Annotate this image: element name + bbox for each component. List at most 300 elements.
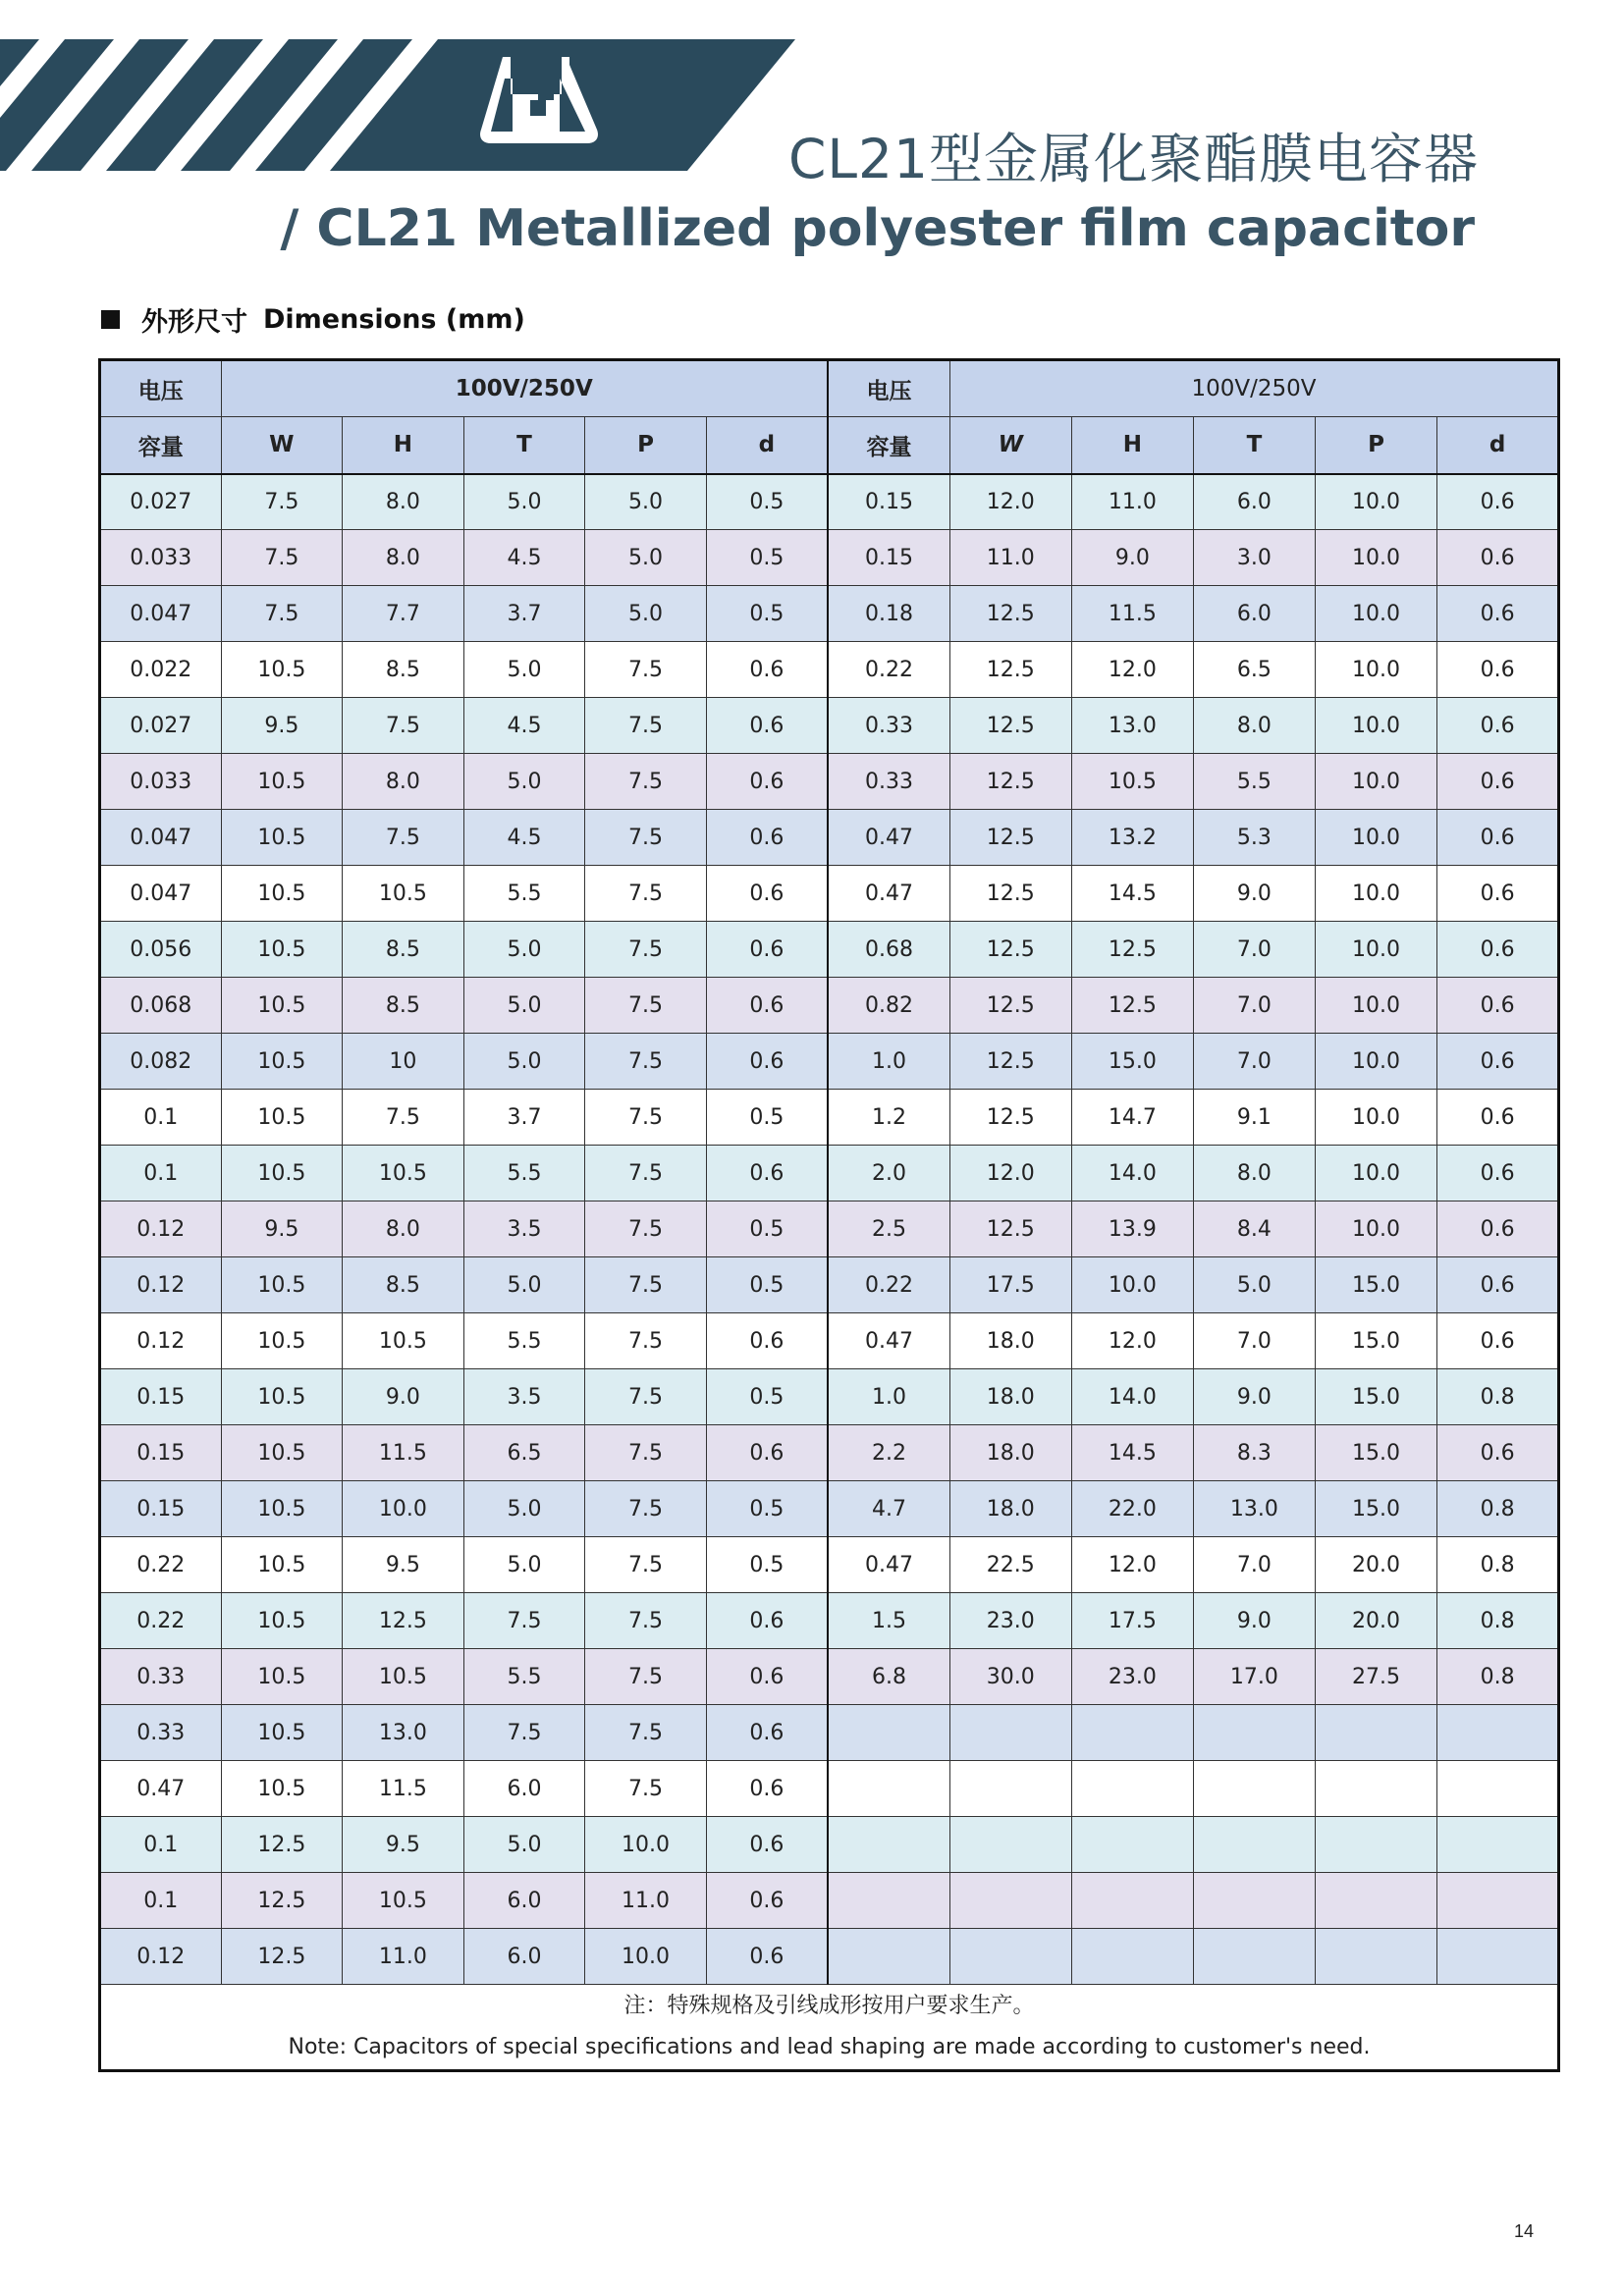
table-cell: 7.5 (585, 1034, 707, 1090)
table-cell (1194, 1873, 1316, 1929)
table-cell: 7.5 (585, 810, 707, 866)
table-row (100, 1425, 1559, 1481)
table-row (100, 1873, 1559, 1929)
table-cell: 7.5 (585, 1201, 707, 1257)
table-row (100, 1146, 1559, 1201)
table-cell: 14.0 (1071, 1369, 1194, 1425)
table-cell: 10.5 (343, 1649, 464, 1705)
col-header-h-right: H (1071, 417, 1194, 474)
table-cell: 0.1 (100, 1873, 222, 1929)
table-cell (950, 1705, 1072, 1761)
table-cell: 0.33 (100, 1705, 222, 1761)
table-cell: 0.12 (100, 1201, 222, 1257)
table-cell: 11.5 (1071, 586, 1194, 642)
col-header-p-right: P (1315, 417, 1437, 474)
table-cell (950, 1873, 1072, 1929)
table-cell: 0.5 (706, 474, 828, 530)
table-cell: 10.5 (221, 978, 343, 1034)
table-cell: 0.8 (1437, 1537, 1559, 1593)
table-cell: 5.5 (463, 866, 585, 922)
table-cell: 10.5 (221, 922, 343, 978)
table-cell: 7.5 (463, 1705, 585, 1761)
table-row (100, 698, 1559, 754)
table-cell (1315, 1817, 1437, 1873)
table-cell: 10.0 (343, 1481, 464, 1537)
table-row (100, 978, 1559, 1034)
table-cell: 22.0 (1071, 1481, 1194, 1537)
table-cell: 0.6 (706, 1313, 828, 1369)
table-cell: 12.5 (950, 586, 1072, 642)
dimensions-table (98, 358, 1560, 2072)
table-cell: 0.68 (828, 922, 950, 978)
table-cell: 3.7 (463, 586, 585, 642)
table-cell: 8.4 (1194, 1201, 1316, 1257)
table-cell: 0.6 (706, 810, 828, 866)
table-row (100, 642, 1559, 698)
table-cell: 3.5 (463, 1201, 585, 1257)
table-cell: 0.33 (100, 1649, 222, 1705)
table-cell: 0.056 (100, 922, 222, 978)
title-english: / CL21 Metallized polyester film capacitor (280, 199, 1475, 258)
table-cell: 0.47 (828, 866, 950, 922)
header-banner (0, 39, 795, 171)
table-cell: 18.0 (950, 1425, 1072, 1481)
table-row (100, 754, 1559, 810)
table-cell: 9.5 (343, 1537, 464, 1593)
table-cell: 12.0 (1071, 1313, 1194, 1369)
table-cell: 7.5 (585, 1313, 707, 1369)
table-cell: 12.5 (950, 1201, 1072, 1257)
table-cell: 0.8 (1437, 1369, 1559, 1425)
table-cell: 10.5 (221, 1369, 343, 1425)
table-cell: 12.5 (950, 1090, 1072, 1146)
table-cell (1437, 1761, 1559, 1817)
table-cell: 0.068 (100, 978, 222, 1034)
table-cell: 0.15 (828, 474, 950, 530)
table-cell: 0.6 (706, 1034, 828, 1090)
table-cell (1194, 1817, 1316, 1873)
table-cell: 7.5 (585, 1705, 707, 1761)
table-cell: 0.6 (1437, 698, 1559, 754)
table-row (100, 1369, 1559, 1425)
title-chinese: CL21型金属化聚酯膜电容器 (787, 128, 1479, 190)
capacity-label-right: 容量 (828, 417, 950, 474)
table-cell: 10.0 (1315, 810, 1437, 866)
table-cell: 12.5 (950, 642, 1072, 698)
table-cell: 0.6 (706, 922, 828, 978)
table-cell: 6.0 (1194, 474, 1316, 530)
table-cell: 5.5 (1194, 754, 1316, 810)
table-cell: 9.5 (343, 1817, 464, 1873)
table-cell: 7.5 (585, 1649, 707, 1705)
table-cell: 7.5 (343, 810, 464, 866)
table-cell: 0.5 (706, 1090, 828, 1146)
table-row (100, 474, 1559, 530)
table-cell: 13.0 (1071, 698, 1194, 754)
table-cell: 15.0 (1315, 1369, 1437, 1425)
table-cell: 12.5 (950, 922, 1072, 978)
table-cell: 17.0 (1194, 1649, 1316, 1705)
table-cell: 0.6 (706, 754, 828, 810)
table-cell (1071, 1873, 1194, 1929)
table-cell: 17.5 (950, 1257, 1072, 1313)
table-cell: 7.5 (343, 698, 464, 754)
table-row (100, 866, 1559, 922)
table-cell: 3.0 (1194, 530, 1316, 586)
table-cell: 0.5 (706, 1369, 828, 1425)
table-cell (1437, 1929, 1559, 1985)
table-cell: 5.0 (463, 1481, 585, 1537)
table-cell: 10.0 (1315, 1034, 1437, 1090)
table-cell: 0.6 (1437, 1257, 1559, 1313)
table-cell: 7.5 (585, 1537, 707, 1593)
table-cell (1315, 1929, 1437, 1985)
table-cell: 0.22 (100, 1537, 222, 1593)
table-cell: 1.0 (828, 1369, 950, 1425)
table-cell: 8.0 (343, 474, 464, 530)
table-cell (1315, 1705, 1437, 1761)
table-cell: 12.0 (950, 1146, 1072, 1201)
table-cell: 4.5 (463, 698, 585, 754)
table-cell: 0.082 (100, 1034, 222, 1090)
table-cell: 0.47 (828, 1313, 950, 1369)
note-chinese: 注：特殊规格及引线成形按用户要求生产。 (623, 1994, 1035, 2018)
table-cell: 7.5 (585, 1425, 707, 1481)
table-cell: 12.5 (221, 1873, 343, 1929)
table-cell: 7.5 (221, 474, 343, 530)
table-cell: 1.2 (828, 1090, 950, 1146)
table-cell: 15.0 (1315, 1313, 1437, 1369)
table-cell: 10.5 (221, 1593, 343, 1649)
table-cell: 12.5 (950, 1034, 1072, 1090)
table-cell: 7.5 (343, 1090, 464, 1146)
table-cell: 0.82 (828, 978, 950, 1034)
table-cell: 2.5 (828, 1201, 950, 1257)
table-cell (1071, 1761, 1194, 1817)
table-cell: 0.6 (1437, 530, 1559, 586)
table-cell: 0.6 (706, 866, 828, 922)
table-cell (1071, 1929, 1194, 1985)
table-cell: 0.027 (100, 698, 222, 754)
table-cell: 0.6 (706, 1873, 828, 1929)
table-row (100, 1817, 1559, 1873)
table-cell: 7.5 (585, 1481, 707, 1537)
table-cell: 0.18 (828, 586, 950, 642)
table-cell: 8.5 (343, 1257, 464, 1313)
table-row (100, 1201, 1559, 1257)
table-cell: 12.5 (950, 698, 1072, 754)
table-cell: 27.5 (1315, 1649, 1437, 1705)
table-cell (950, 1817, 1072, 1873)
table-cell: 0.6 (1437, 922, 1559, 978)
table-row (100, 810, 1559, 866)
table-cell: 0.5 (706, 1257, 828, 1313)
table-cell: 6.8 (828, 1649, 950, 1705)
table-cell: 0.5 (706, 1537, 828, 1593)
table-cell: 5.0 (463, 754, 585, 810)
table-cell: 9.0 (1194, 1593, 1316, 1649)
column-header-row (100, 417, 1559, 474)
table-cell: 20.0 (1315, 1593, 1437, 1649)
table-cell: 12.5 (343, 1593, 464, 1649)
table-cell: 20.0 (1315, 1537, 1437, 1593)
table-cell: 12.0 (950, 474, 1072, 530)
table-cell: 12.5 (950, 754, 1072, 810)
table-cell: 9.0 (1194, 1369, 1316, 1425)
table-cell (1194, 1761, 1316, 1817)
voltage-header-row (100, 360, 1559, 417)
table-cell: 0.47 (100, 1761, 222, 1817)
table-row (100, 922, 1559, 978)
table-cell: 0.6 (706, 642, 828, 698)
note-row (100, 1985, 1559, 2071)
table-cell: 5.0 (463, 1034, 585, 1090)
col-header-w: W (221, 417, 343, 474)
voltage-label-right: 电压 (828, 360, 950, 417)
table-cell: 7.5 (585, 1369, 707, 1425)
table-cell: 7.5 (585, 754, 707, 810)
table-cell: 13.0 (1194, 1481, 1316, 1537)
table-row (100, 1090, 1559, 1146)
table-cell: 0.6 (706, 1761, 828, 1817)
table-cell: 0.6 (706, 1146, 828, 1201)
table-cell: 0.12 (100, 1929, 222, 1985)
table-cell: 5.0 (463, 922, 585, 978)
table-row (100, 1761, 1559, 1817)
col-header-t-right: T (1194, 417, 1316, 474)
table-cell (1437, 1873, 1559, 1929)
table-cell: 10.5 (221, 1425, 343, 1481)
table-cell: 0.6 (1437, 978, 1559, 1034)
table-cell: 14.0 (1071, 1146, 1194, 1201)
table-cell: 10.5 (221, 1761, 343, 1817)
table-cell: 7.5 (585, 642, 707, 698)
table-cell: 3.5 (463, 1369, 585, 1425)
table-cell: 6.0 (1194, 586, 1316, 642)
table-cell: 7.0 (1194, 1313, 1316, 1369)
table-cell: 8.5 (343, 922, 464, 978)
table-cell: 5.0 (585, 530, 707, 586)
table-cell: 10.5 (343, 1873, 464, 1929)
table-cell (950, 1761, 1072, 1817)
table-cell: 0.6 (1437, 1146, 1559, 1201)
table-cell: 5.0 (463, 474, 585, 530)
table-row (100, 1929, 1559, 1985)
table-cell: 7.5 (585, 1090, 707, 1146)
table-cell: 0.12 (100, 1257, 222, 1313)
table-cell: 0.6 (1437, 474, 1559, 530)
table-cell: 0.5 (706, 1481, 828, 1537)
table-cell: 7.5 (585, 698, 707, 754)
table-cell: 6.0 (463, 1761, 585, 1817)
table-cell: 0.033 (100, 530, 222, 586)
col-header-t: T (463, 417, 585, 474)
table-cell: 18.0 (950, 1369, 1072, 1425)
table-cell: 13.9 (1071, 1201, 1194, 1257)
table-cell: 12.5 (1071, 978, 1194, 1034)
table-cell: 10.0 (1315, 698, 1437, 754)
table-cell: 12.5 (221, 1929, 343, 1985)
table-cell (828, 1761, 950, 1817)
table-cell: 0.6 (706, 1705, 828, 1761)
table-cell (1194, 1705, 1316, 1761)
table-cell: 8.0 (343, 530, 464, 586)
section-heading (101, 300, 525, 339)
table-cell: 0.22 (828, 1257, 950, 1313)
table-cell: 5.0 (463, 642, 585, 698)
table-cell: 10.5 (221, 1090, 343, 1146)
table-cell: 10.0 (1071, 1257, 1194, 1313)
table-cell: 7.5 (221, 586, 343, 642)
table-cell: 0.15 (100, 1369, 222, 1425)
table-cell: 13.0 (343, 1705, 464, 1761)
table-cell: 10.5 (221, 1146, 343, 1201)
table-cell: 4.7 (828, 1481, 950, 1537)
table-cell: 10.5 (221, 1705, 343, 1761)
table-cell: 14.7 (1071, 1090, 1194, 1146)
table-cell: 0.6 (1437, 810, 1559, 866)
table-cell: 22.5 (950, 1537, 1072, 1593)
table-cell: 18.0 (950, 1481, 1072, 1537)
table-cell: 10.5 (221, 1257, 343, 1313)
table-cell: 0.6 (706, 1593, 828, 1649)
table-cell: 12.5 (950, 978, 1072, 1034)
table-cell: 0.47 (828, 810, 950, 866)
table-cell: 10.0 (1315, 1090, 1437, 1146)
table-cell: 10.5 (221, 754, 343, 810)
table-cell: 23.0 (1071, 1649, 1194, 1705)
table-cell (1071, 1705, 1194, 1761)
table-cell: 10 (343, 1034, 464, 1090)
table-cell: 0.022 (100, 642, 222, 698)
table-cell: 0.6 (1437, 754, 1559, 810)
table-cell: 7.5 (585, 922, 707, 978)
table-cell: 5.5 (463, 1146, 585, 1201)
table-cell: 12.5 (950, 810, 1072, 866)
table-cell (1071, 1817, 1194, 1873)
table-cell (1315, 1873, 1437, 1929)
table-cell: 0.6 (1437, 1425, 1559, 1481)
table-cell: 10.5 (343, 866, 464, 922)
table-cell: 0.6 (1437, 1034, 1559, 1090)
col-header-d-right: d (1437, 417, 1559, 474)
table-cell: 7.5 (585, 1761, 707, 1817)
table-cell (1194, 1929, 1316, 1985)
voltage-value-right: 100V/250V (950, 360, 1559, 417)
table-cell: 0.15 (100, 1481, 222, 1537)
table-cell: 11.0 (950, 530, 1072, 586)
table-cell: 8.5 (343, 978, 464, 1034)
table-row (100, 1257, 1559, 1313)
table-cell: 14.5 (1071, 1425, 1194, 1481)
table-cell: 10.5 (343, 1146, 464, 1201)
table-cell: 10.5 (221, 1537, 343, 1593)
table-cell: 0.047 (100, 810, 222, 866)
table-cell: 0.8 (1437, 1593, 1559, 1649)
table-cell: 0.033 (100, 754, 222, 810)
table-cell: 0.15 (828, 530, 950, 586)
table-cell: 0.6 (706, 1649, 828, 1705)
table-row (100, 1313, 1559, 1369)
voltage-value-left: 100V/250V (221, 360, 828, 417)
table-cell: 6.5 (1194, 642, 1316, 698)
table-cell: 0.6 (1437, 586, 1559, 642)
table-cell: 11.5 (343, 1425, 464, 1481)
table-cell: 9.5 (221, 698, 343, 754)
table-cell (828, 1817, 950, 1873)
note-cell (100, 1985, 1559, 2071)
table-cell: 0.33 (828, 754, 950, 810)
table-cell: 5.0 (1194, 1257, 1316, 1313)
table-cell: 5.5 (463, 1649, 585, 1705)
table-cell: 0.6 (1437, 1313, 1559, 1369)
table-cell: 1.5 (828, 1593, 950, 1649)
table-cell: 0.6 (706, 1425, 828, 1481)
table-cell: 2.0 (828, 1146, 950, 1201)
table-cell: 0.6 (1437, 642, 1559, 698)
table-cell: 12.5 (950, 866, 1072, 922)
table-cell: 6.0 (463, 1873, 585, 1929)
table-cell: 8.5 (343, 642, 464, 698)
square-bullet-icon (101, 310, 120, 329)
table-cell: 10.5 (221, 1481, 343, 1537)
table-cell: 5.0 (463, 1817, 585, 1873)
table-cell: 15.0 (1315, 1257, 1437, 1313)
table-cell: 10.0 (585, 1929, 707, 1985)
table-cell: 0.6 (706, 698, 828, 754)
table-cell: 11.5 (343, 1761, 464, 1817)
table-cell: 7.5 (585, 866, 707, 922)
table-cell: 4.5 (463, 530, 585, 586)
col-header-h: H (343, 417, 464, 474)
table-cell: 9.0 (1194, 866, 1316, 922)
section-title-en: Dimensions (mm) (263, 304, 525, 335)
table-cell (828, 1929, 950, 1985)
table-cell: 15.0 (1315, 1481, 1437, 1537)
table-cell: 10.5 (343, 1313, 464, 1369)
table-cell: 10.0 (1315, 922, 1437, 978)
table-cell: 10.0 (1315, 474, 1437, 530)
table-cell: 0.6 (706, 1929, 828, 1985)
table-cell: 8.0 (343, 754, 464, 810)
table-cell: 7.5 (463, 1593, 585, 1649)
table-cell: 10.0 (585, 1817, 707, 1873)
table-cell: 10.5 (221, 1649, 343, 1705)
table-cell (1437, 1817, 1559, 1873)
table-cell: 0.22 (828, 642, 950, 698)
table-cell: 0.6 (706, 978, 828, 1034)
table-cell (828, 1705, 950, 1761)
table-cell: 5.0 (463, 978, 585, 1034)
table-cell: 9.0 (343, 1369, 464, 1425)
table-cell: 5.0 (585, 586, 707, 642)
table-cell: 1.0 (828, 1034, 950, 1090)
col-header-d: d (706, 417, 828, 474)
table-cell: 0.12 (100, 1313, 222, 1369)
table-cell (1315, 1761, 1437, 1817)
table-cell: 10.0 (1315, 1201, 1437, 1257)
table-row (100, 1649, 1559, 1705)
table-cell: 0.15 (100, 1425, 222, 1481)
table-cell: 12.5 (1071, 922, 1194, 978)
table-cell (828, 1873, 950, 1929)
table-cell: 0.1 (100, 1817, 222, 1873)
table-cell: 7.5 (585, 1593, 707, 1649)
table-cell: 0.5 (706, 530, 828, 586)
table-cell: 10.5 (221, 1034, 343, 1090)
table-cell: 5.3 (1194, 810, 1316, 866)
table-cell: 8.0 (343, 1201, 464, 1257)
